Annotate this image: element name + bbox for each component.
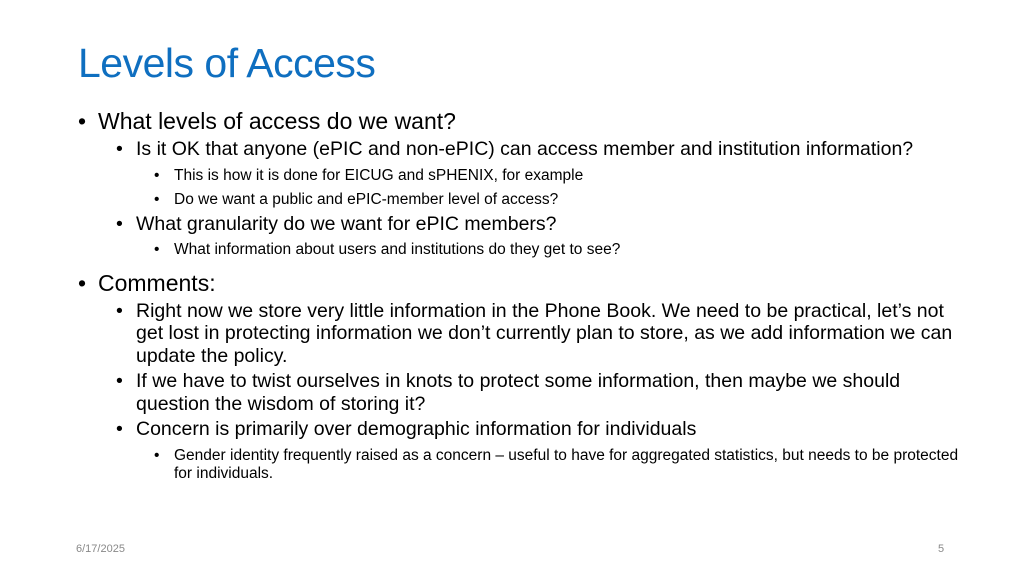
bullet-icon: • (116, 370, 123, 392)
bullet-text: Concern is primarily over demographic information for individuals (136, 418, 697, 440)
bullet-icon: • (154, 446, 160, 464)
bullet-text: If we have to twist ourselves in knots to protect some information, then maybe we should question the wisdom of storing it? (136, 370, 901, 415)
bullet-icon: • (154, 166, 160, 184)
bullet-item (76, 370, 966, 415)
slide-body (76, 104, 966, 484)
bullet-item (76, 108, 966, 135)
bullet-icon: • (116, 418, 123, 440)
bullet-text: What levels of access do we want? (98, 108, 456, 134)
bullet-item (76, 191, 966, 210)
bullet-icon: • (154, 241, 160, 258)
bullet-icon: • (116, 299, 123, 322)
bullet-icon: • (154, 191, 160, 208)
bullet-text: Gender identity frequently raised as a concern – useful to have for aggregated statistics, but needs to be protected for individuals. (174, 446, 959, 482)
bullet-text: Comments: (98, 269, 216, 296)
bullet-item (76, 418, 966, 441)
bullet-item (76, 167, 966, 186)
footer-date: 6/17/2025 (76, 543, 125, 555)
bullet-item (76, 270, 966, 297)
bullet-icon: • (116, 138, 123, 160)
bullet-item (76, 241, 966, 260)
bullet-text: What information about users and institutions do they get to see? (174, 241, 621, 258)
slide-title: Levels of Access (78, 40, 376, 86)
bullet-item (76, 447, 966, 484)
bullet-text: Do we want a public and ePIC-member level of access? (174, 191, 559, 208)
bullet-item (76, 300, 966, 368)
bullet-icon: • (78, 108, 87, 134)
page-number: 5 (938, 543, 945, 555)
bullet-text: Right now we store very little information in the Phone Book. We need to be practical, let’s not get lost in protecting information we don’t currently plan to store, as we add information we can update the policy. (136, 299, 953, 367)
bullet-text: Is it OK that anyone (ePIC and non-ePIC) can access member and institution information? (136, 138, 914, 160)
bullet-text: What granularity do we want for ePIC members? (136, 212, 557, 235)
bullet-icon: • (78, 269, 87, 296)
bullet-item (76, 213, 966, 236)
bullet-icon: • (116, 212, 123, 235)
bullet-item (76, 138, 966, 161)
bullet-text: This is how it is done for EICUG and sPHENIX, for example (174, 166, 584, 184)
